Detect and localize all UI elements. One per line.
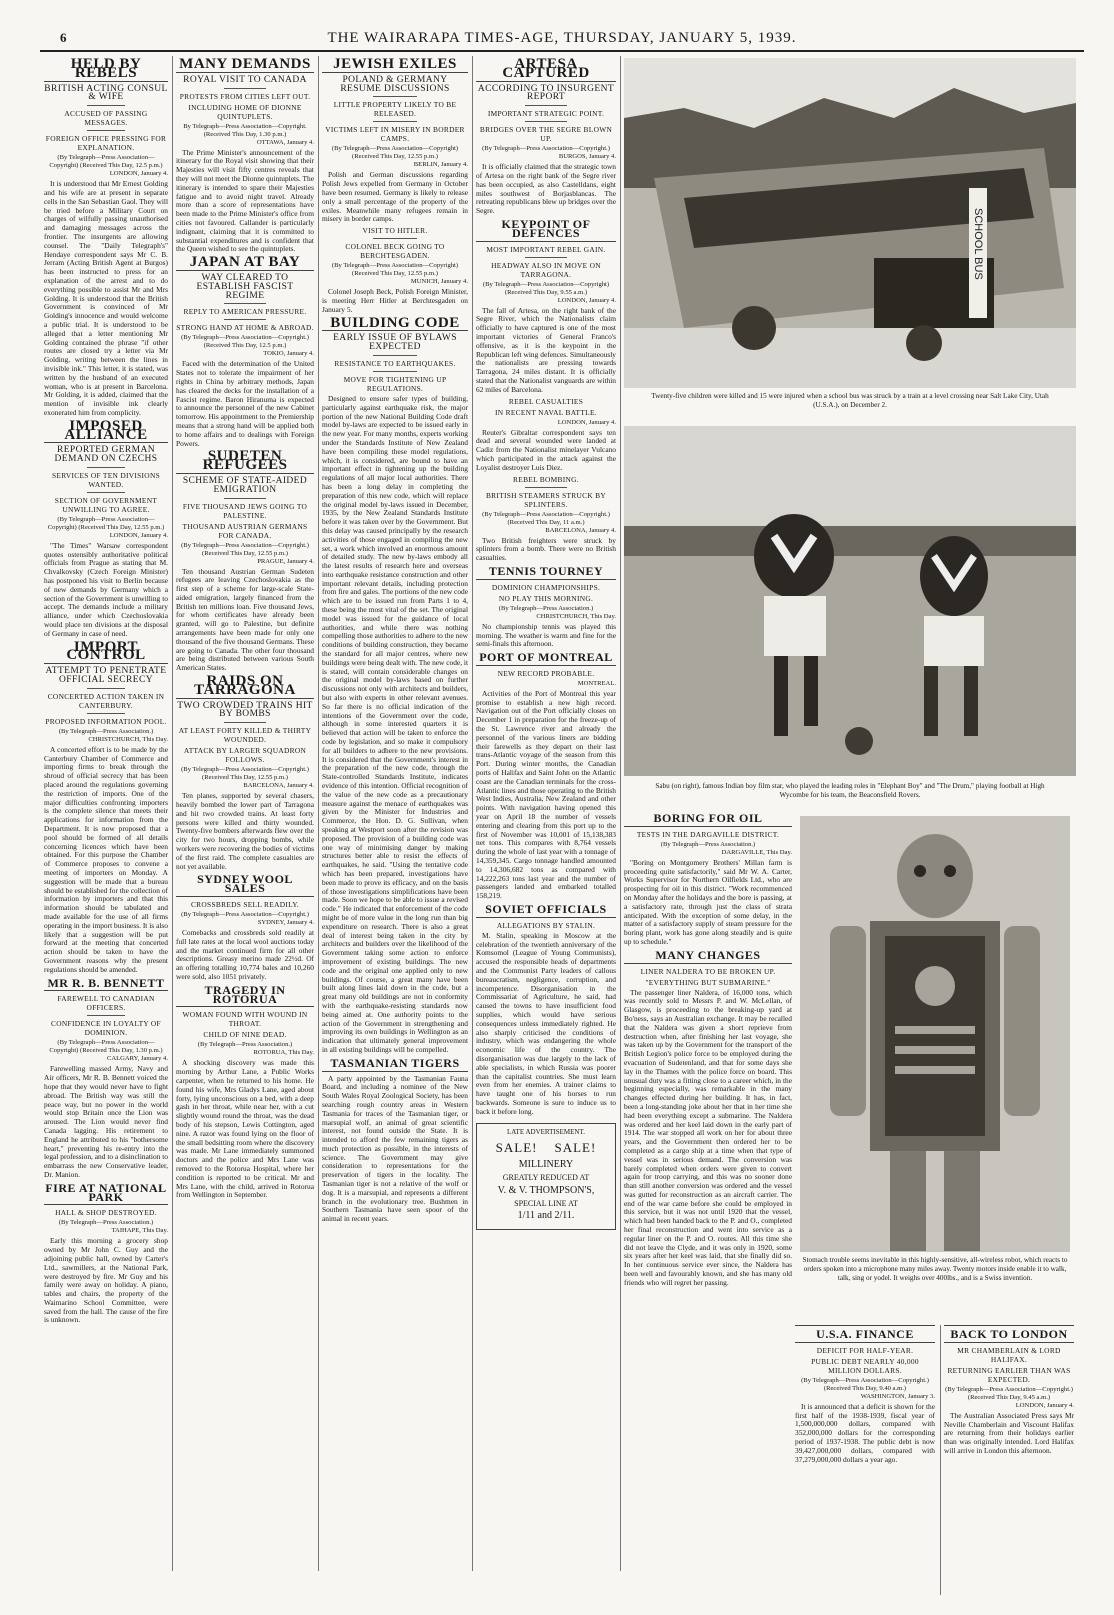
subheadline: REBEL BOMBING. <box>513 474 579 484</box>
dateline: (By Telegraph—Press Association—Copyright.) SYDNEY, January 4. <box>181 911 314 927</box>
subheadline: MOST IMPORTANT REBEL GAIN. <box>486 244 606 254</box>
headline: RAIDS ON TARRAGONA <box>176 677 314 699</box>
subheadline: AT LEAST FORTY KILLED & THIRTY WOUNDED. <box>178 726 312 745</box>
dateline: (By Telegraph—Press Association.) CHRISTCHURCH, This Day. <box>58 727 168 743</box>
article-tragedy-in-rotorua <box>176 982 314 1200</box>
subheadline: POLAND & GERMANY RESUME DISCUSSIONS <box>340 74 450 94</box>
column-rule <box>472 56 473 1571</box>
subheadline: PUBLIC DEBT NEARLY 40,000 MILLION DOLLARS. <box>811 1356 919 1375</box>
ad-price: 1/11 and 2/11. <box>517 1210 575 1222</box>
masthead <box>40 28 1084 52</box>
ad-label: LATE ADVERTISEMENT. <box>507 1127 585 1136</box>
article-body: A shocking discovery was made this morning by Arthur Lane, a Public Works carpenter, when he returned to his home. He found his wife, Mrs Gladys Lane, aged about forty, lying unconscious on a bed, with a deep gash in her throat, while near her, with a cut slightly wound round the throat, was the dead body of his stepson, Lewis Cottington, aged nine. A razor was found lying on the floor of the small bedsitting room where the discovery was made. Mr Lane immediately summoned doctors and the police and Mrs Lane was removed to the Rotorua Hospital, where her condition is reported to be critical. Mr and Mrs Lane, with the child, arrived in Rotorua from Wellington in September. <box>176 1058 314 1200</box>
subheadline: HALL & SHOP DESTROYED. <box>55 1208 157 1218</box>
subheadline: SERVICES OF TEN DIVISIONS WANTED. <box>52 470 160 489</box>
headline: IMPORT CONTROL <box>44 643 168 665</box>
article-back-to-london <box>944 1325 1074 1606</box>
article-soviet-officials <box>476 902 616 1117</box>
article-body: Ten planes, supported by several chasers, heavily bombed the lower part of Tarragona and hit two crowded trains. At least forty persons were killed and thirty wounded. Twenty-five bombers afterwards flew over the city for two hours, dropping bombs, while workers were recovering the bodies of victims of the first raid. The complete casualties are not yet available. <box>176 791 314 871</box>
photo-robot-caption: Stomach trouble seems inevitable in this highly-sensitive, all-wireless robot, which reacts to orders spoken into a microphone many miles away. Twenty motors inside enable it to walk, talk, sing or yodel. It weighs over 400lbs., and is a Swiss invention. <box>802 1256 1068 1282</box>
subheadline: PROTESTS FROM CITIES LEFT OUT. <box>179 91 311 101</box>
article-building-code <box>322 314 468 1055</box>
subheadline: TESTS IN THE DARGAVILLE DISTRICT. <box>636 829 780 839</box>
dateline: (By Telegraph—Press Association—Copyright) (Received This Day, 12.55 p.m.) LONDON, January 4. <box>47 515 168 539</box>
article-body: The fall of Artesa, on the right bank of the Segre River, which the Nationalists claim officially to have captured is one of the most important victories of General Franco's offensive, as it is the keypoint in the Republican left wing defences. Simultaneously the nationalists are pressing towards Tarragona, 24 miles distant. It is officially stated that the Nationalist vanguards are within 62 miles of Barcelona. <box>476 305 616 394</box>
dateline: (By Telegraph—Press Association—Copyright.) (Received This Day, 12.55 p.m.) PRAGUE, January 4. <box>181 541 314 565</box>
subheadline: TWO CROWDED TRAINS HIT BY BOMBS <box>177 700 313 720</box>
subheadline: CONFIDENCE IN LOYALTY OF DOMINION. <box>51 1019 161 1038</box>
subheadline: WAY CLEARED TO ESTABLISH FASCIST REGIME <box>196 272 294 301</box>
column-rule <box>620 56 621 1571</box>
column-4 <box>476 56 616 1581</box>
page-number: 6 <box>60 30 67 45</box>
subheadline: VISIT TO HITLER. <box>362 226 428 236</box>
subheadline: SCHEME OF STATE-AIDED EMIGRATION <box>182 475 308 495</box>
subheadline: CHILD OF NINE DEAD. <box>203 1030 287 1040</box>
dateline: (By Telegraph—Press Association.) ROTORUA, This Day. <box>197 1041 314 1057</box>
article-fire-national-park <box>44 1180 168 1326</box>
subheadline: HEADWAY ALSO IN MOVE ON TARRAGONA. <box>491 260 601 279</box>
article-body: Activities of the Port of Montreal this year promise to establish a new high record. Navigation out of the Port officially closes on December 1 in preparation for the freeze-up of the St. Lawrence river and already the personnel of the various liners are bidding their farewells as they depart on their last trans-Atlantic voyage of the season from this Port. During winter months, the Canadian ports of Halifax and Saint John on the Atlantic coast are the Canadian terminals for the cross-Atlantic lines and those operating to the British West Indies, Australia, New Zealand and other points. With navigation having opened this year on April 18 the number of vessels entering and clearing from this port up to the first of November was 10,001 of 15,138,383 net tons. This compares with 8,764 vessels during the whole of last year with a tonnage of 14,359,345. Cargo tonnage handled amounted to 14,306,682 tons as compared with 14,222,263 tons last year and the number of passengers landed and embarked totalled 158,219. <box>476 688 616 901</box>
dateline: (By Telegraph—Press Association—Copyright.) (Received This Day, 12.5 p.m.) TOKIO, January 4. <box>181 334 314 358</box>
subheadline: DOMINION CHAMPIONSHIPS. <box>491 582 601 592</box>
article-tasmanian-tigers <box>322 1055 468 1224</box>
headline: BORING FOR OIL <box>624 814 792 827</box>
article-body: "The Times" Warsaw correspondent quotes ostensibly authoritative political officials from Prague as stating that M. Chvalkovsky (Czech Foreign Minister) has postponed his visit to Berlin because of new demands by Germany which a section of the Government is unwilling to accept. The demands include a military alliance, under which Czechoslovakia would place ten divisions at the disposal of Germany in case of need. <box>44 540 168 638</box>
subheadline: VICTIMS LEFT IN MISERY IN BORDER CAMPS. <box>325 125 465 144</box>
subheadline: PROPOSED INFORMATION POOL. <box>45 716 167 726</box>
subheadline: ALLEGATIONS BY STALIN. <box>496 920 596 930</box>
article-body: The Australian Associated Press says Mr Neville Chamberlain and Viscount Halifax are returning from their holidays earlier than was originally intended. Lord Halifax will arrive in London this afternoon. <box>944 1410 1074 1455</box>
headline: MANY CHANGES <box>624 951 792 964</box>
bus-sign-text: SCHOOL BUS <box>972 208 984 280</box>
column-3 <box>322 56 468 1581</box>
subheadline: MOVE FOR TIGHTENING UP REGULATIONS. <box>343 374 447 393</box>
headline: TRAGEDY IN ROTORUA <box>176 986 314 1008</box>
headline: IMPOSED ALLIANCE <box>44 422 168 444</box>
headline: BUILDING CODE <box>322 319 468 332</box>
subheadline: "EVERYTHING BUT SUBMARINE." <box>645 977 771 987</box>
subheadline: EARLY ISSUE OF BYLAWS EXPECTED <box>333 333 457 353</box>
subheadline: SECTION OF GOVERNMENT UNWILLING TO AGREE. <box>54 495 158 514</box>
dateline: (By Telegraph—Press Association—Copyright.) BURGOS, January 4. <box>482 145 616 161</box>
article-body: M. Stalin, speaking in Moscow at the celebration of the twentieth anniversary of the Komsomol (League of Young Communists), accused the responsible heads of departments and the Communist Party leaders of callous bureaucratism, negligence, corruption, and incompetence. Disorganisation in the Commissariat of Agriculture, he said, had caused the towns to have insufficient food supplies, which would have serious consequences unless immediately righted. He also sharply criticised the conditions of industry, which was endangering the whole economic life of the country. The disorganisation was due largely to the lack of able specialists, in which Russia was poorer than the capitalist countries. She must learn even from her enemies. A trainer claims to have taught one of his horses to run backwards. Someone is sure to induce us to back it before long. <box>476 930 616 1116</box>
article-imposed-alliance <box>44 417 168 639</box>
article-many-demands <box>176 56 314 254</box>
ad-line: GREATLY REDUCED AT <box>502 1172 590 1182</box>
article-body: Designed to ensure safer types of building, particularly against earthquake risk, the major portion of the new National Building Code draft model by-laws are expected to be issued early in the new year. For many months, experts working under the Standards Institute of New Zealand have been compiling these model regulations, which, it is considered, are bound to have an important effect in tightening up the building regulations of all major local authorities. There has been a long delay in completing the preparation of this new code, which will replace the original model by-laws issued in December, 1935, by the New Zealand Standards Institute before it was taken over by the Government. But this delay was caused principally by the research activities of those engaged in compiling the new set, a work which involved an enormous amount of detailed study. The new by-laws embody all the latest results of research here and overseas into earthquake resistance construction and other important relevant details, including protection from fire and gales. The portions of the new code which are to be issued run from Parts 1 to 4, these being the most vital of the set. The original model was issued for the guidance of local authorities, and while there was nothing compelling those authorities to adhere to the new conditions of building construction, they became the standard for all major centres, where new buildings were being dealt with. The new code, it is stated, will contain considerable changes on the original model by-laws based on further discussions not only with architects and builders, but also with experts in other relevant avenues. So far there is no official indication of the intentions of the Government over the code, although in some interested quarters it is believed that action will be taken to enforce the code by legislation, and so make it compulsory for all builders to adhere to the new provisions. It is considered that the Government's interest in the preparation of the new code, through the State-controlled Standards Institute, indicates evidence of this intention. Official recognition of the value of the new code as a precautionary measure against the menace of earthquakes was given by the Minister for Industries and Commerce, the Hon. D. G. Sullivan, when speaking at Westport soon after the revision was proposed. The provision of a building code was one way of minimising danger by making structures better able to resist the effects of earthquakes, he said. "Using the tentative code which has been prepared, investigations have been made to prove its efficacy, and on the basis of those investigations simplifications have been made. Soon we hope to be able to issue a revised code." He indicated that enforcement of the code might be of more value in the long run than big expenditure on research. There is also a great deal of interest being taken in the city by architects and builders over the likelihood of the Government taking some action to enforce improvement of existing buildings. The new code and the original one applied only to new buildings. Of course, a great many have been built along lines laid down in the code, but a great many old buildings are not in conformity with the earthquake-resisting standards now being aimed at. One authority points to the action of the Government in strengthening and improving its own buildings in Wellington as an indication that ultimately general improvement in all existing buildings will be compelled. <box>322 393 468 1054</box>
article-body: It is announced that a deficit is shown for the first half of the 1938-1939, fiscal year of 1,500,000,000 dollars, compared with 352,000,000 dollars for the corresponding period of 1937-1938. The public debt is now 39,427,000,000 dollars, compared with 37,279,000,000 dollars a year ago. <box>795 1401 935 1464</box>
headline: MANY DEMANDS <box>176 60 314 73</box>
dateline: (By Telegraph—Press Association—Copyright) (Received This Day, 12.5 p.m.) LONDON, January 4. <box>49 154 168 178</box>
photo-robot <box>800 816 1070 1252</box>
article-sudeten-refugees <box>176 448 314 673</box>
headline: SOVIET OFFICIALS <box>476 905 616 918</box>
article-usa-finance <box>795 1325 935 1606</box>
headline: MR R. B. BENNETT <box>44 979 168 992</box>
subheadline: IMPORTANT STRATEGIC POINT. <box>487 109 605 119</box>
column-5 <box>624 810 792 1315</box>
headline: SUDETEN REFUGEES <box>176 452 314 474</box>
newspaper-title: THE WAIRARAPA TIMES-AGE, THURSDAY, JANUARY 5, 1939. <box>327 30 797 46</box>
subheadline: NO PLAY THIS MORNING. <box>498 593 594 603</box>
article-held-by-rebels <box>44 56 168 418</box>
dateline: (By Telegraph—Press Association—Copyright.) (Received This Day, 11 a.m.) BARCELONA, January 4. <box>482 510 616 534</box>
subheadline: CROSSBREDS SELL READILY. <box>190 900 300 910</box>
advertisement-millinery <box>476 1123 616 1231</box>
subheadline: DEFICIT FOR HALF-YEAR. <box>816 1345 914 1355</box>
article-body: Farewelling massed Army, Navy and Air officers, Mr R. B. Bennett voiced the hope that they would never have to fight abroad. The British way was still the peace way, but no power in the world would stop Britain once the Lion was aroused. The Lion would never find Canada lagging. His retirement to England he attributed to his "bothersome heart," preventing his re-entry into the legal profession, and to a disinclination to embarrass the new Conservative leader, Dr. Manion. <box>44 1064 168 1179</box>
article-sydney-wool-sales <box>176 872 314 981</box>
dateline: (By Telegraph—Press Association.) TAIHAPE, This Day. <box>58 1219 168 1235</box>
column-2 <box>176 56 314 1581</box>
article-bennett <box>44 975 168 1180</box>
subheadline: RESISTANCE TO EARTHQUAKES. <box>334 358 456 368</box>
article-body: A concerted effort is to be made by the Canterbury Chamber of Commerce and importing firms to break through the shroud of official secrecy that has been placed around the regulations governing the restriction of imports. One of the major difficulties confronting importers is the complete silence that meets their applications for information from the Department. It is now proposed that a pool should be formed of all details concerning licences which have been obtained. For this purpose the Chamber of Commerce proposes to convene a meeting of importers on Monday. A suggestion will be made that a bureau should be established for the collection of information by importers and that this information should be tabulated and made available for the use of all firms operating in the import business. It is also likely that a suggestion will be put forward at the meeting that concerted action should be taken to have the Government reasons why the present regulations should be amended. <box>44 744 168 974</box>
column-rule <box>940 1325 941 1595</box>
headline: PORT OF MONTREAL <box>476 653 616 666</box>
subheadline: FOREIGN OFFICE PRESSING FOR EXPLANATION. <box>45 134 167 153</box>
article-tennis-tourney <box>476 563 616 649</box>
photo-bus-crash <box>624 58 1076 388</box>
article-boring-for-oil <box>624 811 792 947</box>
article-body: The Prime Minister's announcement of the itinerary for the Royal visit showing that their Majesties will visit fifty centres reveals that they will not meet the Dionne quintuplets. The itinerary is intended to spare their Majesties fatigue and to avoid night travel. Already more than a score of representations have been made to the Prime Minister's office from cities not favoured. Callander is particularly indignant, claiming that it is committed to substantial expenditures and is confident that the Queen wished to see the quintuplets. <box>176 147 314 254</box>
column-rule <box>318 56 319 1571</box>
article-body: "Boring on Montgomery Brothers' Millan farm is proceeding quite satisfactorily," said Mr W. A. Carter, Works Supervisor for Northern Oilfields Ltd., who are prospecting for oil in this district. "Work recommenced on Monday after the holidays and the bore is passing, at a satisfactory rate, through just the class of strata anticipated. With the exception of some delay, in the matter of a satisfactory supply of steam pressure for the boring plant, work has gone along steadily and is quite up to schedule." <box>624 857 792 946</box>
article-body: Ten thousand Austrian German Sudeten refugees are leaving Czechoslovakia as the first step of a scheme for large-scale State-aided emigration, largely financed from the British ten millions loan. Five thousand Jews, for whom certificates have already been granted, will go to Palestine, but definite arrangements have been made for only one thousand of the five thousand Germans. These are going to Canada. The other four thousand are being distributed between various South American States. <box>176 566 314 673</box>
headline: ARTESA CAPTURED <box>476 60 616 82</box>
headline: REBEL CASUALTIES <box>508 396 584 406</box>
article-body: A party appointed by the Tasmanian Fauna Board, and including a nominee of the New South Wales Royal Zoological Society, has been searching rough country areas in Western Tasmania for traces of the Tasmanian tiger, or marsupial wolf, an animal of great scientific interest, not found outside the State. It is intended to afford the few remaining tigers as much protection as possible, in the interests of science. The Government may give consideration to representations for the preservation of tigers in the locality. The Tasmanian tiger is not a relative of the wolf or dog. It is a marsupial, and represents a different branch in the evolutionary tree. Bushmen in Southern Tasmania have seen spoor of the animal in recent years. <box>322 1073 468 1224</box>
bus-crash-image <box>624 58 1076 388</box>
article-body: No championship tennis was played this morning. The weather is warm and fine for the semi-finals this afternoon. <box>476 621 616 649</box>
article-import-control <box>44 638 168 975</box>
headline: JEWISH EXILES <box>322 60 468 73</box>
subheadline: LITTLE PROPERTY LIKELY TO BE RELEASED. <box>333 100 457 119</box>
subheadline: REPLY TO AMERICAN PRESSURE. <box>183 307 307 317</box>
article-body: Polish and German discussions regarding Polish Jews expelled from Germany in October have been resumed. Germany is likely to release only a small percentage of the property of the exiles. Meanwhile many refugees remain in misery in border camps. <box>322 170 468 224</box>
robot-image <box>800 816 1070 1252</box>
article-body: It is officially claimed that the strategic town of Artesa on the right bank of the Segre river has been occupied, as also Castelldans, eight miles southwest of Borjasblancas. The retreating republicans blew up bridges over the Segre. <box>476 162 616 216</box>
dateline: (By Telegraph—Press Association—Copyright.) (Received This Day, 9.40 a.m.) WASHINGTON, January 3. <box>801 1376 935 1400</box>
subheadline: FIVE THOUSAND JEWS GOING TO PALESTINE. <box>182 501 308 520</box>
headline: TENNIS TOURNEY <box>476 567 616 580</box>
subheadline: MR CHAMBERLAIN & LORD HALIFAX. <box>957 1345 1061 1364</box>
subheadline: ACCUSED OF PASSING MESSAGES. <box>64 109 148 128</box>
article-artesa-captured <box>476 56 616 216</box>
football-image <box>624 426 1076 776</box>
headline: BACK TO LONDON <box>944 1330 1074 1343</box>
dateline: (By Telegraph—Press Association—Copyright) (Received This Day, 12.55 p.m.) MUNICH, January 4. <box>331 262 468 286</box>
dateline: (By Telegraph—Press Association—Copyright.) (Received This Day, 12.55 p.m.) BARCELONA, January 4. <box>181 766 314 790</box>
dateline: By Telegraph—Press Association—Copyright. (Received This Day, 1.30 p.m.) OTTAWA, January 4. <box>183 122 314 146</box>
subheadline: BRITISH STEAMERS STRUCK BY SPLINTERS. <box>485 490 607 509</box>
ad-line: SPECIAL LINE AT <box>514 1198 578 1208</box>
ad-store: V. & V. THOMPSON'S, <box>497 1184 595 1196</box>
article-japan-at-bay <box>176 254 314 448</box>
dateline: (By Telegraph—Press Association—Copyright) (Received This Day, 9.55 a.m.) LONDON, January 4. <box>482 280 616 304</box>
article-body: Colonel Joseph Beck, Polish Foreign Minister, is meeting Herr Hitler at Berchtesgaden on January 5. <box>322 287 468 314</box>
article-port-of-montreal <box>476 650 616 901</box>
column-1 <box>44 56 168 1581</box>
subheadline: REPORTED GERMAN DEMAND ON CZECHS <box>54 445 158 465</box>
subheadline: FAREWELL TO CANADIAN OFFICERS. <box>57 994 155 1013</box>
ad-millinery: MILLINERY <box>518 1159 574 1171</box>
dateline: MONTREAL. <box>577 679 616 687</box>
column-rule <box>172 56 173 1571</box>
subheadline: LINER NALDERA TO BE BROKEN UP. <box>640 966 776 976</box>
subheadline: ATTEMPT TO PENETRATE OFFICIAL SECRECY <box>45 666 167 686</box>
subheadline: CONCERTED ACTION TAKEN IN CANTERBURY. <box>47 691 165 710</box>
subheadline: STRONG HAND AT HOME & ABROAD. <box>176 323 314 333</box>
dateline: LONDON, January 4. <box>557 418 616 426</box>
dateline: (By Telegraph—Press Association—Copyright.) (Received This Day, 9.45 a.m.) LONDON, January 4. <box>945 1385 1074 1409</box>
photo-football-caption: Sabu (on right), famous Indian boy film star, who played the leading roles in "Elephant Boy" and "The Drum," playing football at High Wycombe for his team, the Beaconsfield Rovers. <box>655 782 1045 799</box>
headline: SYDNEY WOOL SALES <box>176 875 314 897</box>
subheadline: BRITISH ACTING CONSUL & WIFE <box>44 83 168 103</box>
article-body: Faced with the determination of the United States not to tolerate the impairment of her rights in China by arbitrary methods, Japan has cleared the decks for the installation of a Fascist regime. Baron Hiranuma is expected to announce the personnel of the new Cabinet tomorrow. His appointment to the Premiership means that a strong hand will be applied both to home affairs and to dealings with Foreign Powers. <box>176 359 314 448</box>
subheadline: NEW RECORD PROBABLE. <box>497 668 595 678</box>
ad-sale: SALE! SALE! <box>495 1140 597 1156</box>
photo-bus-crash-caption: Twenty-five children were killed and 15 were injured when a school bus was struck by a train at a level crossing near Salt Lake City, Utah (U.S.A.), on December 2. <box>651 392 1049 409</box>
article-body: Comebacks and crossbreds sold readily at full late rates at the local wool auctions today and the market continued firm for all other descriptions. Greasy merino made 22½d. Of an offering totalling 10,774 bales and 10,260 were sold, also 1051 privately. <box>176 928 314 981</box>
subheadline: ROYAL VISIT TO CANADA <box>183 74 307 85</box>
dateline: (By Telegraph—Press Association—Copyright) (Received This Day, 12.55 p.m.) BERLIN, January 4. <box>331 145 468 169</box>
article-body: Early this morning a grocery shop owned by Mr John C. Guy and the adjoining public hall, owned by Carter's Ltd., sawmillers, at the National Park, were destroyed by fire. Mr Guy and his family were away on holiday. A piano, tables and chairs, the property of the Waimarino School Committee, were saved from the hall. The cause of the fire is unknown. <box>44 1236 168 1325</box>
article-many-changes <box>624 947 792 1288</box>
headline: HELD BY REBELS <box>44 60 168 82</box>
headline: KEYPOINT OF DEFENCES <box>476 220 616 242</box>
dateline: (By Telegraph—Press Association—Copyright) (Received This Day, 1.30 p.m.) CALGARY, January 4. <box>49 1039 168 1063</box>
dateline: (By Telegraph—Press Association.) CHRISTCHURCH, This Day. <box>498 604 616 620</box>
article-jewish-exiles <box>322 56 468 315</box>
subheadline: ATTACK BY LARGER SQUADRON FOLLOWS. <box>183 746 307 765</box>
article-body: Two British freighters were struck by splinters from a bomb. There were no British casualties. <box>476 535 616 563</box>
subheadline: THOUSAND AUSTRIAN GERMANS FOR CANADA. <box>182 521 308 540</box>
article-keypoint-of-defences <box>476 216 616 395</box>
subheadline: IN RECENT NAVAL BATTLE. <box>495 407 597 417</box>
photo-football <box>624 426 1076 776</box>
subheadline: BRIDGES OVER THE SEGRE BLOWN UP. <box>479 125 613 144</box>
article-body: Reuter's Gibraltar correspondent says ten dead and several wounded were landed at Cadiz from the Nationalist minelayer Vulcano which participated in the attack against the Loyalist destroyer Luis Diez. <box>476 427 616 472</box>
article-body: The passenger liner Naldera, of 16,000 tons, which was recently sold to Messrs P. and W. McLellan, of Glasgow, is proceeding to the breaking-up yard at Bo'ness, says an Australian exchange. It may be recalled that the Naldera was given a short reprieve from destruction when, after finishing her last voyage, she was taken up by the Government for the transport of the British Legion's police force to be employed during the evacuation of Sudetenland, and that for some days she lay in the Thames with the police force on board. This unusual duty was a fitting close to a career which, in the beginning especially, was remarkable in the many changes effected during her building. It has, in fact, been a long-standing joke about her that in her time she had been everything except a submarine. The Naldera was ordered and her keel laid down in the early part of 1914. The war stopped all work on her for about three years, and the Government then ordered her to be completed as a cargo ship at a time when that type of vessel was in serious demand. The conversion was barely completed when orders were given to convert again for troop carrying, and this was no sooner done than still another conversion was ordered and the vessel was gutted for reconstruction as an aircraft carrier. The end of the war came before she could be employed in this service, but it was not until 1920 that the vessel, which had been handed back to the P. and O., completed her final reconstruction and went into service as a regular liner on the P. and O. routes. All this time she did not leave the Clyde, and it was only in 1920, some six years after her keel was laid, that she finally did so. In her continuous service ever since, the Naldera has been well and favourably known, and she has many old friends who will regret her passing. <box>624 987 792 1287</box>
subheadline: WOMAN FOUND WITH WOUND IN THROAT. <box>182 1010 308 1029</box>
dateline: (By Telegraph—Press Association.) DARGAVILLE, This Day. <box>660 840 792 856</box>
subheadline: RETURNING EARLIER THAN WAS EXPECTED. <box>947 1365 1071 1384</box>
headline: TASMANIAN TIGERS <box>322 1059 468 1072</box>
article-rebel-casualties <box>476 397 616 563</box>
subheadline: INCLUDING HOME OF DIONNE QUINTUPLETS. <box>188 102 302 121</box>
headline: U.S.A. FINANCE <box>795 1330 935 1343</box>
headline: JAPAN AT BAY <box>176 258 314 271</box>
subheadline: ACCORDING TO INSURGENT REPORT <box>477 83 615 103</box>
subheadline: COLONEL BECK GOING TO BERCHTESGADEN. <box>345 242 445 261</box>
article-raids-on-tarragona <box>176 673 314 871</box>
headline: FIRE AT NATIONAL PARK <box>45 1180 167 1204</box>
article-body: It is understood that Mr Ernest Golding and his wife are at present in separate cells in the San Sebastian Gaol. They will be tried before a Military Court on charges of wilfully passing unauthorised and damaging messages across the frontier. The insurgents are allowing counsel. The "Daily Telegraph's" Hendaye correspondent says Mr C. B. Jerram (Acting British Agent at Burgos) has been instructed to press for an explanation of the arrest and to do everything possible to assist Mr and Mrs Golding. It is understood that the British Government is convinced of Mr Golding's innocence and would welcome a public trial. It is understood to be alleged that a letter mentioning Mr Golding contained the phrase "if other routes are closed try a letter via Mr Golding, writing between the lines in invisible ink." This letter, it is stated, was written by the husband of an executed woman, who is at present in Barcelona. Mr Golding, it is added, claimed that the mention of invisible ink clearly exonerated him from complicity. <box>44 179 168 417</box>
